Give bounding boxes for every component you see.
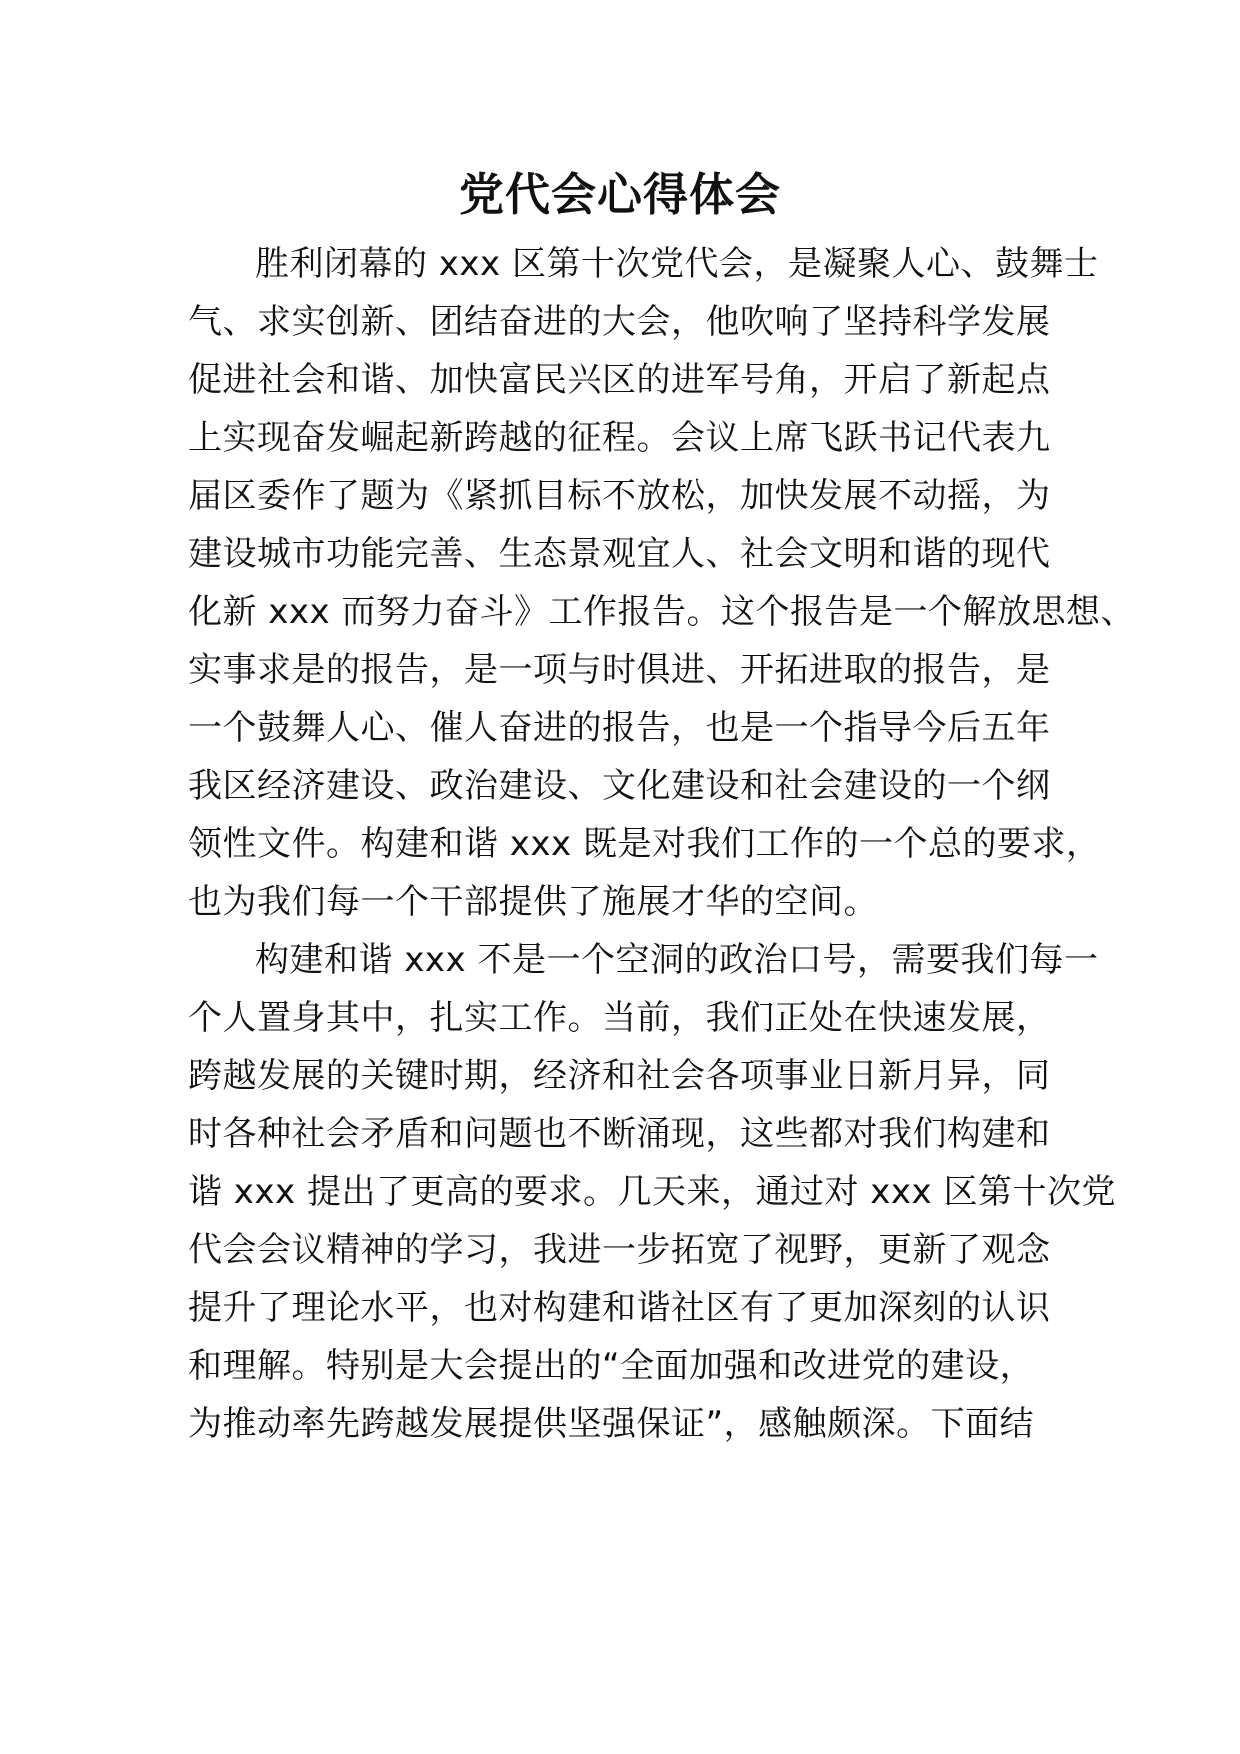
paragraph-1-line-3: 促进社会和谐、加快富民兴区的进军号角，开启了新起点 <box>188 360 1051 400</box>
paragraph-1-line-5: 届区委作了题为《紧抓目标不放松，加快发展不动摇，为 <box>188 476 1051 516</box>
paragraph-1-line-8: 实事求是的报告，是一项与时俱进、开拓进取的报告，是 <box>188 650 1051 690</box>
paragraph-2-line-8: 和理解。特别是大会提出的“全面加强和改进党的建设， <box>188 1346 1035 1386</box>
paragraph-2-line-1: 构建和谐 xxx 不是一个空洞的政治口号，需要我们每一 <box>255 940 1099 980</box>
paragraph-2-line-4: 时各种社会矛盾和问题也不断涌现，这些都对我们构建和 <box>188 1114 1051 1154</box>
paragraph-2-line-6: 代会会议精神的学习，我进一步拓宽了视野，更新了观念 <box>188 1230 1051 1270</box>
paragraph-1-line-6: 建设城市功能完善、生态景观宜人、社会文明和谐的现代 <box>188 534 1051 574</box>
paragraph-1-line-4: 上实现奋发崛起新跨越的征程。会议上席飞跃书记代表九 <box>188 418 1051 458</box>
paragraph-1-line-11: 领性文件。构建和谐 xxx 既是对我们工作的一个总的要求， <box>188 824 1101 864</box>
paragraph-2-line-3: 跨越发展的关键时期，经济和社会各项事业日新月异，同 <box>188 1056 1051 1096</box>
paragraph-1-line-12: 也为我们每一个干部提供了施展才华的空间。 <box>188 882 878 922</box>
paragraph-1-line-7: 化新 xxx 而努力奋斗》工作报告。这个报告是一个解放思想、 <box>188 592 1135 632</box>
paragraph-2-line-2: 个人置身其中，扎实工作。当前，我们正处在快速发展， <box>188 998 1051 1038</box>
paragraph-2-line-5: 谐 xxx 提出了更高的要求。几天来，通过对 xxx 区第十次党 <box>188 1172 1116 1212</box>
document-title: 党代会心得体会 <box>458 168 781 221</box>
paragraph-1-line-10: 我区经济建设、政治建设、文化建设和社会建设的一个纲 <box>188 766 1051 806</box>
paragraph-1-line-1: 胜利闭幕的 xxx 区第十次党代会，是凝聚人心、鼓舞士 <box>255 244 1099 284</box>
paragraph-1-line-9: 一个鼓舞人心、催人奋进的报告，也是一个指导今后五年 <box>188 708 1051 748</box>
paragraph-2-line-9: 为推动率先跨越发展提供坚强保证”，感触颇深。下面结 <box>188 1404 1035 1444</box>
paragraph-1-line-2: 气、求实创新、团结奋进的大会，他吹响了坚持科学发展 <box>188 302 1051 342</box>
paragraph-2-line-7: 提升了理论水平，也对构建和谐社区有了更加深刻的认识 <box>188 1288 1051 1328</box>
